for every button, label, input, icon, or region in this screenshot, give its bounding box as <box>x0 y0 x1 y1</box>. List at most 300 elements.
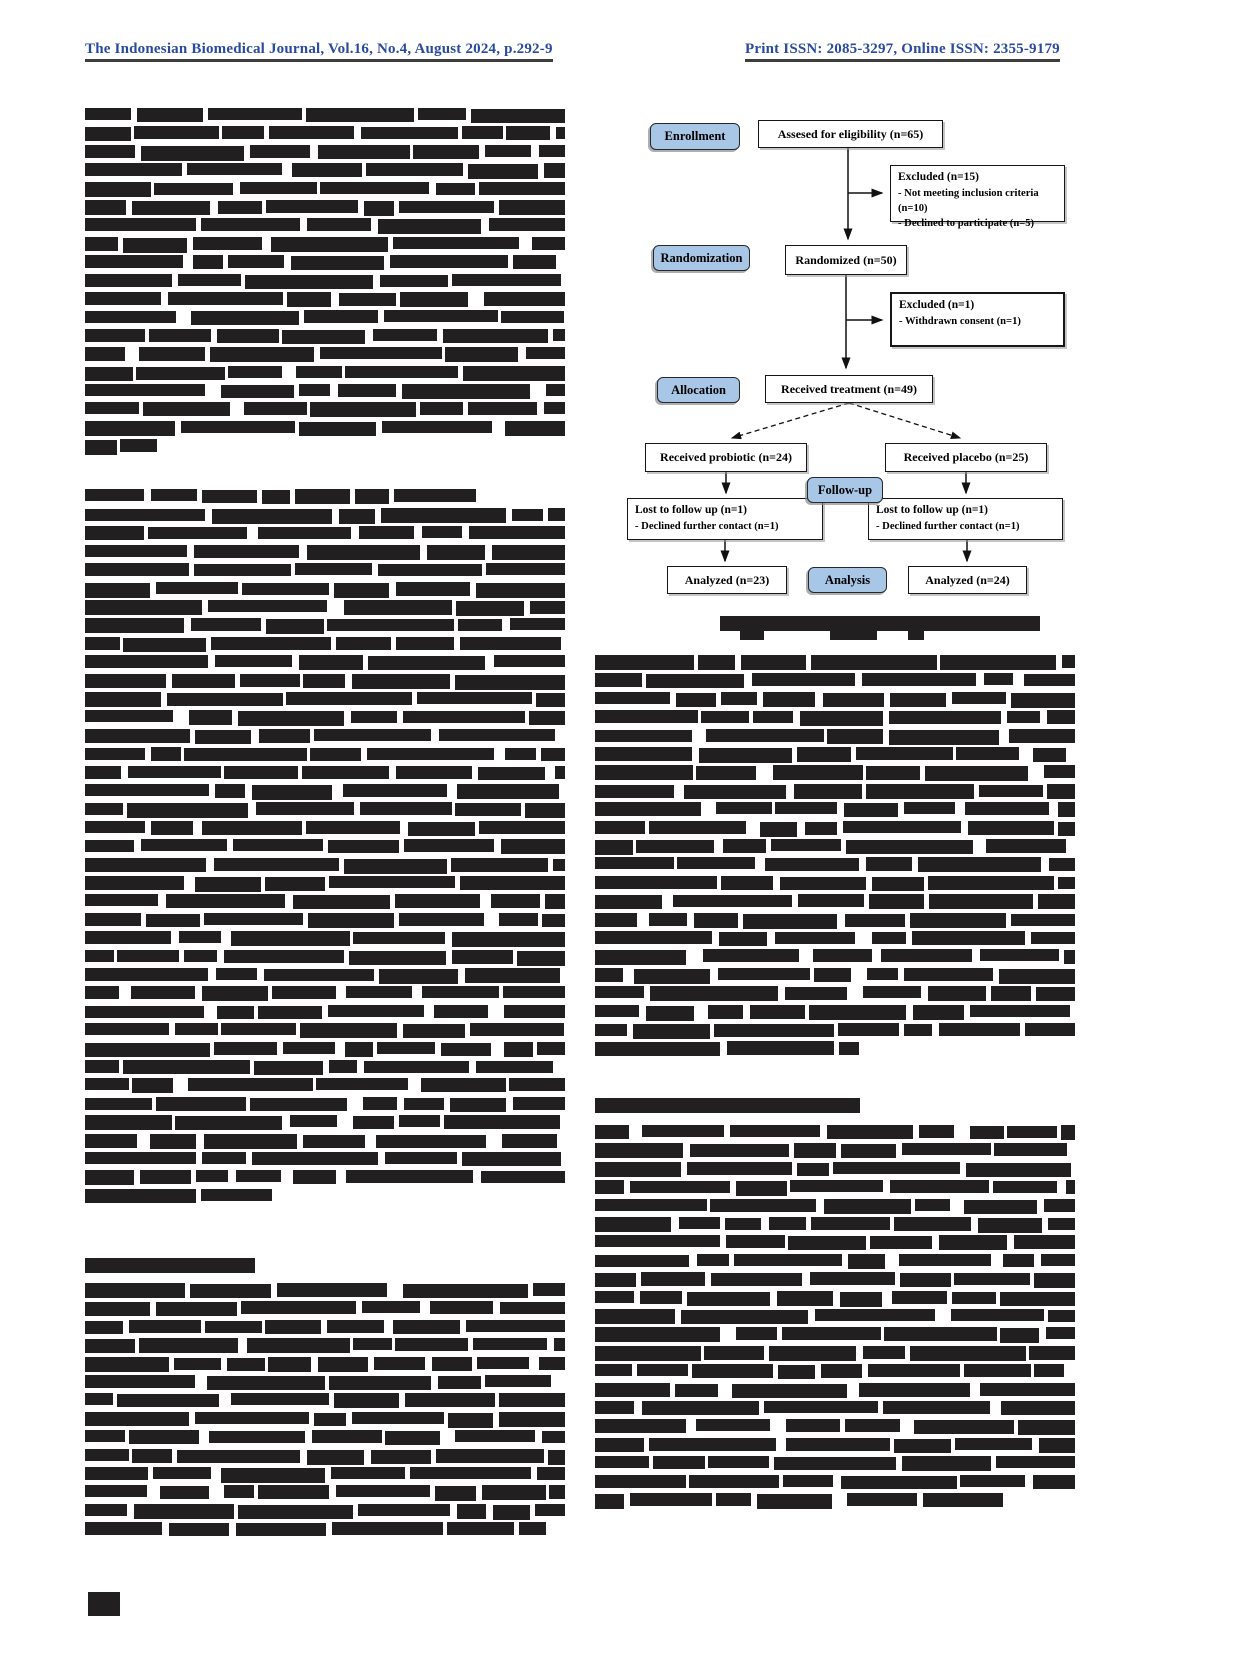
redaction-segment <box>470 1023 564 1036</box>
redaction-segment <box>595 876 717 889</box>
redaction-segment <box>120 439 157 452</box>
redaction-segment <box>303 674 345 688</box>
redaction-segment <box>377 1042 434 1054</box>
redaction-segment <box>166 894 286 908</box>
redaction-segment <box>863 986 921 998</box>
redaction-segment <box>721 876 773 890</box>
redaction-segment <box>595 655 694 670</box>
redacted-text-line <box>85 821 565 838</box>
box-lost-probiotic-item: - Declined further contact (n=1) <box>635 520 779 532</box>
redacted-text-line <box>595 1235 1075 1252</box>
redaction-segment <box>904 968 993 981</box>
redaction-segment <box>258 1485 328 1499</box>
redaction-segment <box>310 402 416 417</box>
redaction-segment <box>692 1364 773 1378</box>
redaction-segment <box>1044 1199 1075 1212</box>
redaction-segment <box>314 729 430 741</box>
redaction-segment <box>794 784 862 799</box>
redaction-segment <box>1025 1023 1075 1036</box>
redacted-text-line <box>85 237 565 254</box>
redaction-segment <box>468 402 537 415</box>
redaction-segment <box>473 1338 547 1350</box>
redaction-segment <box>85 766 121 779</box>
redaction-segment <box>533 1283 565 1296</box>
redaction-segment <box>919 1125 954 1138</box>
redaction-segment <box>156 1302 237 1316</box>
redaction-segment <box>716 802 772 814</box>
redaction-segment <box>345 366 457 378</box>
redaction-segment <box>513 1097 565 1110</box>
redaction-segment <box>500 1302 565 1314</box>
redacted-text-line <box>85 274 565 291</box>
redacted-text-line <box>85 986 565 1003</box>
redacted-caption-fragment <box>740 631 764 640</box>
redaction-segment <box>85 583 150 598</box>
redaction-segment <box>833 1162 960 1174</box>
redaction-segment <box>904 1024 932 1036</box>
redacted-text-line <box>595 1199 1075 1216</box>
redaction-segment <box>451 858 548 872</box>
redaction-segment <box>991 986 1031 1001</box>
redaction-segment <box>194 564 291 576</box>
redacted-text-line <box>85 802 565 819</box>
redaction-segment <box>376 1135 486 1148</box>
redaction-segment <box>123 238 188 253</box>
redaction-segment <box>436 1449 544 1463</box>
redaction-segment <box>750 1005 805 1019</box>
redaction-segment <box>215 784 245 798</box>
redaction-segment <box>140 1170 191 1184</box>
redaction-segment <box>1036 987 1075 1001</box>
redaction-segment <box>268 1357 311 1372</box>
redaction-segment <box>1044 765 1075 778</box>
redaction-segment <box>485 1375 551 1387</box>
redaction-segment <box>85 1430 125 1442</box>
redaction-segment <box>539 145 565 157</box>
redaction-segment <box>642 1401 759 1415</box>
redaction-segment <box>168 292 283 305</box>
redaction-segment <box>85 1023 169 1035</box>
redaction-segment <box>436 183 474 195</box>
redaction-segment <box>405 1393 495 1407</box>
redaction-segment <box>964 1200 1037 1214</box>
redaction-segment <box>153 1467 210 1479</box>
redaction-segment <box>493 1505 530 1520</box>
redacted-text-line <box>85 421 565 438</box>
redaction-segment <box>195 877 261 892</box>
redacted-text-line <box>595 986 1075 1003</box>
redaction-segment <box>536 693 565 707</box>
redaction-segment <box>169 1523 229 1536</box>
redaction-segment <box>132 1449 172 1463</box>
redaction-segment <box>777 1291 833 1306</box>
redaction-segment <box>177 1450 301 1463</box>
redaction-segment <box>1046 1327 1075 1339</box>
redaction-segment <box>821 1364 863 1378</box>
redaction-segment <box>505 421 565 436</box>
redaction-segment <box>649 913 687 926</box>
redaction-segment <box>191 618 261 631</box>
redaction-segment <box>595 1180 624 1194</box>
box-analyzed-placebo: Analyzed (n=24) <box>908 566 1027 594</box>
redaction-segment <box>786 1438 890 1451</box>
redacted-text-line <box>595 1005 1075 1022</box>
redacted-caption-fragment <box>908 631 924 640</box>
redacted-text-line <box>85 1189 272 1206</box>
redaction-segment <box>344 600 452 615</box>
redaction-segment <box>928 986 986 1001</box>
redaction-segment <box>295 489 350 504</box>
redaction-segment <box>349 951 446 965</box>
redacted-text-line <box>595 710 1075 727</box>
redaction-segment <box>224 950 345 963</box>
redacted-text-line <box>595 1309 1075 1326</box>
redacted-figure-caption <box>720 616 1040 631</box>
redaction-segment <box>1034 1273 1075 1288</box>
redaction-segment <box>725 1218 761 1230</box>
redaction-segment <box>85 1357 169 1372</box>
redaction-segment <box>400 292 468 307</box>
redaction-segment <box>427 545 485 560</box>
redacted-text-line <box>85 1060 565 1077</box>
redaction-segment <box>328 840 399 853</box>
redaction-segment <box>696 1419 770 1431</box>
redacted-text-line <box>85 729 565 746</box>
redaction-segment <box>555 766 565 779</box>
redaction-segment <box>595 1199 707 1211</box>
redaction-segment <box>902 1456 991 1471</box>
redaction-segment <box>286 692 411 705</box>
redaction-segment <box>299 655 363 670</box>
redaction-segment <box>228 366 282 378</box>
redaction-segment <box>529 711 565 725</box>
redaction-segment <box>980 949 1059 961</box>
redaction-segment <box>595 950 686 965</box>
redaction-segment <box>259 729 311 743</box>
redaction-segment <box>501 839 565 854</box>
redacted-text-line <box>85 876 565 893</box>
redaction-segment <box>928 876 1054 890</box>
redaction-segment <box>85 729 190 743</box>
box-excluded-randomization <box>890 292 1065 347</box>
redaction-segment <box>137 108 203 122</box>
redacted-text-line <box>595 876 1075 893</box>
redaction-segment <box>771 839 841 851</box>
redaction-segment <box>1029 1346 1075 1360</box>
redaction-segment <box>208 108 302 120</box>
redaction-segment <box>526 347 565 359</box>
redaction-segment <box>238 711 344 726</box>
redacted-text-line <box>595 673 1075 690</box>
redaction-segment <box>752 673 855 686</box>
redacted-text-line <box>85 439 157 456</box>
redaction-segment <box>757 1494 832 1509</box>
redacted-text-line <box>595 968 1075 985</box>
redaction-segment <box>123 1060 251 1074</box>
redacted-text-line <box>595 1401 1075 1418</box>
redaction-segment <box>892 1291 947 1304</box>
redaction-segment <box>939 1023 1020 1036</box>
redacted-text-line <box>595 1254 1075 1271</box>
redaction-segment <box>848 1254 884 1269</box>
redaction-segment <box>732 1384 847 1398</box>
redaction-segment <box>542 1431 565 1443</box>
redaction-segment <box>85 1060 119 1073</box>
redaction-segment <box>190 1284 271 1298</box>
redaction-segment <box>318 145 410 159</box>
redaction-segment <box>439 729 556 741</box>
redaction-segment <box>491 894 540 908</box>
redaction-segment <box>910 1346 1026 1361</box>
redaction-segment <box>994 1143 1067 1156</box>
redaction-segment <box>403 1024 465 1038</box>
redaction-segment <box>595 730 692 742</box>
redaction-segment <box>85 163 182 176</box>
stage-analysis-label: Analysis <box>824 572 871 587</box>
redacted-text-line <box>85 747 565 764</box>
redaction-segment <box>343 784 447 797</box>
redaction-segment <box>378 219 482 234</box>
redaction-segment <box>364 1061 470 1073</box>
redaction-segment <box>634 969 711 984</box>
redaction-segment <box>595 1456 649 1468</box>
redaction-segment <box>736 1181 787 1196</box>
redaction-segment <box>184 950 217 962</box>
redaction-segment <box>85 1321 123 1334</box>
redaction-segment <box>85 1522 162 1535</box>
redacted-text-line <box>595 765 1075 782</box>
redacted-caption-fragment <box>830 631 877 640</box>
redaction-segment <box>544 402 565 414</box>
redacted-text-line <box>85 163 565 180</box>
redaction-segment <box>302 766 388 779</box>
redaction-segment <box>1033 1475 1075 1489</box>
redaction-segment <box>396 766 473 779</box>
redaction-segment <box>764 1401 878 1413</box>
redaction-segment <box>595 1309 675 1324</box>
redaction-segment <box>549 1485 565 1499</box>
redaction-segment <box>734 1254 843 1266</box>
redaction-segment <box>240 674 299 687</box>
redaction-segment <box>595 1327 720 1342</box>
redaction-segment <box>868 1364 959 1377</box>
redaction-segment <box>85 1339 135 1353</box>
redaction-segment <box>815 1309 935 1321</box>
redaction-segment <box>331 1467 405 1479</box>
redaction-segment <box>457 784 559 799</box>
redaction-segment <box>649 821 746 834</box>
redaction-segment <box>595 1125 629 1139</box>
redaction-segment <box>883 1401 990 1414</box>
redaction-segment <box>367 748 494 760</box>
redaction-segment <box>824 1199 911 1214</box>
redacted-text-line <box>595 1041 859 1058</box>
redaction-segment <box>85 1504 127 1516</box>
redacted-text-line <box>85 1283 565 1300</box>
redaction-segment <box>794 1143 836 1158</box>
redaction-segment <box>308 913 393 928</box>
redaction-segment <box>687 1162 792 1175</box>
redaction-segment <box>918 857 1041 872</box>
redaction-segment <box>346 1170 473 1183</box>
redaction-segment <box>210 347 314 362</box>
redaction-segment <box>238 1505 352 1519</box>
redaction-segment <box>595 1346 701 1361</box>
redaction-segment <box>556 127 565 139</box>
redaction-segment <box>595 1217 671 1232</box>
redaction-segment <box>637 1364 688 1376</box>
box-excluded-enrollment-item: - Not meeting inclusion criteria (n=10) <box>898 187 1039 215</box>
redaction-segment <box>595 1273 636 1287</box>
stage-enrollment-label: Enrollment <box>664 129 726 143</box>
box-excluded-enrollment <box>890 165 1065 230</box>
redaction-segment <box>148 527 247 539</box>
redaction-segment <box>136 367 224 380</box>
redaction-segment <box>968 821 1054 835</box>
redaction-segment <box>307 218 372 231</box>
redaction-segment <box>358 1504 450 1516</box>
redaction-segment <box>838 1023 899 1036</box>
running-head-issn: Print ISSN: 2085-3297, Online ISSN: 2355-9179 <box>745 41 1060 62</box>
redaction-segment <box>452 950 512 964</box>
redaction-segment <box>371 1450 431 1464</box>
redaction-segment <box>894 1217 970 1231</box>
redaction-segment <box>231 931 350 946</box>
redaction-segment <box>240 182 317 194</box>
redaction-segment <box>535 1504 565 1516</box>
redaction-segment <box>212 509 332 524</box>
redacted-text-line <box>595 802 1075 819</box>
redacted-text-line <box>595 1383 1075 1400</box>
redaction-segment <box>283 1042 335 1054</box>
redaction-segment <box>193 255 223 269</box>
redaction-segment <box>827 729 883 744</box>
redacted-text-line <box>85 1338 565 1355</box>
redaction-segment <box>1000 1292 1075 1306</box>
redaction-segment <box>85 1006 204 1018</box>
redacted-text-line <box>85 894 565 911</box>
redaction-segment <box>966 1163 1071 1177</box>
redaction-segment <box>479 821 565 834</box>
redaction-segment <box>827 1125 913 1139</box>
redaction-segment <box>904 802 955 814</box>
redaction-segment <box>403 1284 528 1298</box>
redaction-segment <box>727 1041 834 1055</box>
redaction-segment <box>380 275 448 287</box>
redaction-segment <box>847 1493 917 1506</box>
redaction-segment <box>393 1320 460 1334</box>
redaction-segment <box>339 509 375 524</box>
redaction-segment <box>484 292 565 306</box>
redaction-segment <box>595 747 692 761</box>
redaction-segment <box>954 1273 1030 1285</box>
redaction-segment <box>595 710 698 723</box>
redaction-segment <box>859 1383 970 1397</box>
redaction-segment <box>646 674 744 688</box>
redaction-segment <box>362 1301 420 1313</box>
redacted-text-line <box>85 1485 565 1502</box>
redaction-segment <box>221 1468 325 1483</box>
redaction-segment <box>718 968 810 980</box>
redaction-segment <box>265 877 325 891</box>
redaction-segment <box>769 1217 807 1230</box>
redaction-segment <box>85 1283 185 1298</box>
redaction-segment <box>650 986 778 1001</box>
redaction-segment <box>151 747 180 761</box>
redaction-segment <box>215 655 291 667</box>
redaction-segment <box>778 1365 815 1379</box>
redaction-segment <box>595 765 693 780</box>
redaction-segment <box>505 748 536 760</box>
redaction-segment <box>952 1292 996 1304</box>
redaction-segment <box>244 402 307 415</box>
redaction-segment <box>216 968 257 980</box>
redacted-text-line <box>85 1522 546 1539</box>
redaction-segment <box>760 822 797 837</box>
redaction-segment <box>252 1152 378 1165</box>
redaction-segment <box>336 637 391 650</box>
redaction-segment <box>466 1320 565 1332</box>
redaction-segment <box>910 913 1005 928</box>
redaction-segment <box>811 655 936 670</box>
redaction-segment <box>396 637 454 650</box>
box-assessed-eligibility: Assesed for eligibility (n=65) <box>758 120 943 148</box>
redaction-segment <box>956 747 1019 760</box>
redaction-segment <box>310 748 360 761</box>
redaction-segment <box>544 163 565 178</box>
redaction-segment <box>85 347 125 361</box>
redaction-segment <box>460 637 562 650</box>
redaction-segment <box>85 1189 196 1203</box>
redaction-segment <box>595 785 674 798</box>
box-excluded-randomization-item: - Withdrawn consent (n=1) <box>899 315 1021 327</box>
redaction-segment <box>458 619 502 631</box>
redaction-segment <box>797 1163 829 1176</box>
redaction-segment <box>131 986 195 999</box>
redaction-segment <box>765 858 859 871</box>
consort-flow-diagram <box>595 110 1080 650</box>
redaction-segment <box>809 1005 906 1020</box>
redaction-segment <box>595 895 662 909</box>
redaction-segment <box>134 1504 233 1519</box>
redacted-text-line <box>85 618 565 635</box>
redaction-segment <box>595 802 701 816</box>
redaction-segment <box>146 914 200 927</box>
redaction-segment <box>410 1467 531 1479</box>
redaction-segment <box>541 748 565 761</box>
redaction-segment <box>783 1475 833 1487</box>
redaction-segment <box>85 710 173 722</box>
redaction-segment <box>476 1061 553 1073</box>
redacted-text-line <box>85 1449 565 1466</box>
redaction-segment <box>254 1061 323 1075</box>
redaction-segment <box>217 329 279 343</box>
redaction-segment <box>85 563 189 576</box>
redaction-segment <box>986 839 1066 853</box>
redaction-segment <box>85 526 144 540</box>
redaction-segment <box>863 1346 905 1359</box>
redaction-segment <box>499 1412 565 1427</box>
redaction-segment <box>641 1272 705 1286</box>
redaction-segment <box>595 1162 681 1177</box>
redaction-segment <box>595 1042 720 1056</box>
redaction-segment <box>800 711 883 726</box>
redaction-segment <box>1058 822 1075 836</box>
redaction-segment <box>595 821 645 834</box>
redaction-segment <box>334 583 389 598</box>
redaction-segment <box>134 126 218 139</box>
redacted-text-line <box>595 821 1075 838</box>
